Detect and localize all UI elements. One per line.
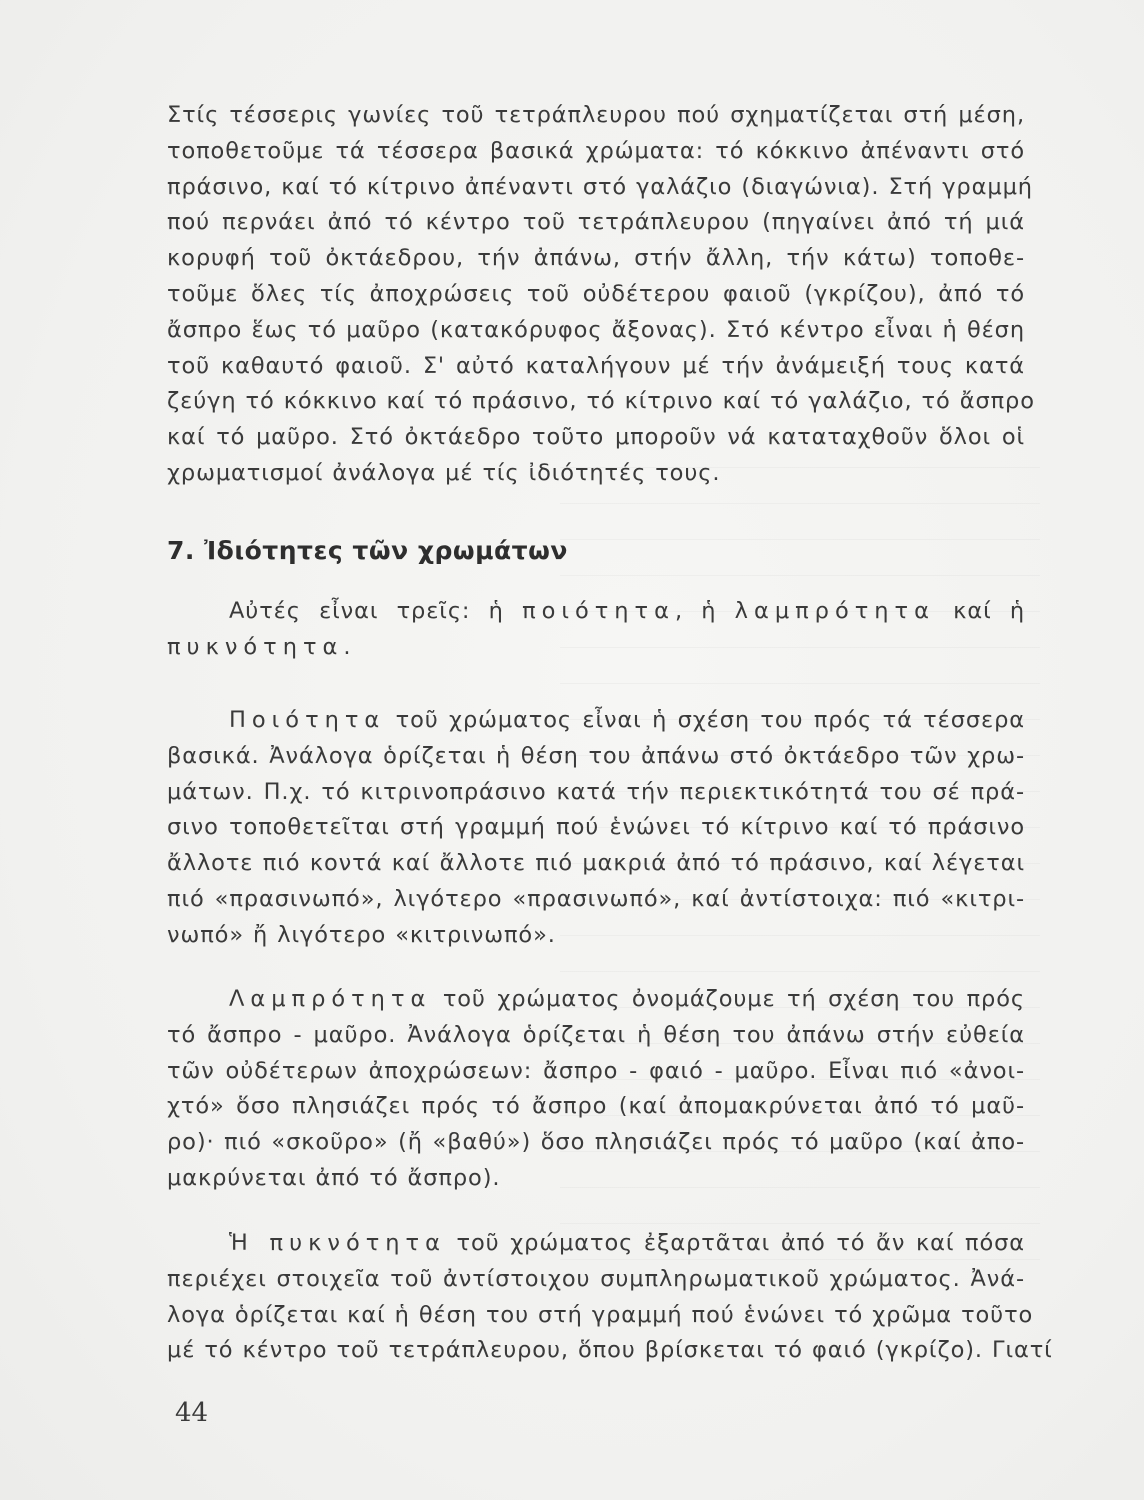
text-line: καί τό μαῦρο. Στό ὀκτάεδρο τοῦτο μποροῦν νά καταταχθοῦν ὅλοι οἱ: [167, 424, 1025, 451]
text-fragment: Αὐτές εἶναι τρεῖς: ἡ: [229, 598, 523, 624]
paragraph-density: [167, 1226, 1053, 1369]
text-line: περιέχει στοιχεῖα τοῦ ἀντίστοιχου συμπληρωματικοῦ χρώματος. Ἀνά-: [167, 1265, 1025, 1292]
text-line: πιό «πρασινωπό», λιγότερο «πρασινωπό», καί ἀντίστοιχα: πιό «κιτρι-: [167, 885, 1025, 912]
text-line: νωπό» ἤ λιγότερο «κιτρινωπό».: [167, 921, 556, 948]
text-line: [167, 703, 1025, 739]
text-fragment: .: [343, 633, 352, 660]
text-line: ἄσπρο ἕως τό μαῦρο (κατακόρυφος ἄξονας). Στό κέντρο εἶναι ἡ θέση: [167, 316, 1025, 343]
paragraph-brightness: [167, 982, 1025, 1197]
text-fragment: τοῦ χρώματος ἐξαρτᾶται ἀπό τό ἄν καί πόσα: [445, 1230, 1025, 1256]
text-line: τῶν οὐδέτερων ἀποχρώσεων: ἄσπρο - φαιό - μαῦρο. Εἶναι πιό «ἀνοι-: [167, 1057, 1025, 1084]
term-brightness: λαμπρότητα: [734, 598, 935, 624]
text-fragment: τοῦ χρώματος εἶναι ἡ σχέση του πρός τά τέσσερα: [385, 707, 1025, 733]
text-line: χτό» ὅσο πλησιάζει πρός τό ἄσπρο (καί ἀπομακρύνεται ἀπό τό μαῦ-: [167, 1093, 1025, 1120]
text-line: τοῦ καθαυτό φαιοῦ. Σ' αὐτό καταλήγουν μέ τήν ἀνάμειξή τους κατά: [167, 352, 1025, 379]
text-fragment: τοῦ χρώματος ὀνομάζουμε τή σχέση του πρός: [431, 986, 1025, 1012]
page-number: 44: [175, 1398, 209, 1428]
text-line: βασικά. Ἀνάλογα ὁρίζεται ἡ θέση του ἀπάνω στό ὀκτάεδρο τῶν χρω-: [167, 742, 1025, 769]
text-line: μακρύνεται ἀπό τό ἄσπρο).: [167, 1164, 501, 1191]
text-line: [167, 594, 1025, 630]
section-heading: 7. Ἰδιότητες τῶν χρωμάτων: [167, 536, 568, 565]
term-quality: ποιότητα: [522, 598, 675, 624]
text-line: [167, 1226, 1025, 1262]
text-line: πού περνάει ἀπό τό κέντρο τοῦ τετράπλευρου (πηγαίνει ἀπό τή μιά: [167, 209, 1025, 236]
text-line: ρο)· πιό «σκοῦρο» (ἤ «βαθύ») ὅσο πλησιάζει πρός τό μαῦρο (καί ἀπο-: [167, 1129, 1025, 1156]
text-line: τοποθετοῦμε τά τέσσερα βασικά χρώματα: τό κόκκινο ἀπέναντι στό: [167, 137, 1025, 164]
text-line: λογα ὁρίζεται καί ἡ θέση του στή γραμμή πού ἑνώνει τό χρῶμα τοῦτο: [167, 1301, 1034, 1328]
text-line: μέ τό κέντρο τοῦ τετράπλευρου, ὅπου βρίσκεται τό φαιό (γκρίζο). Γιατί: [167, 1337, 1053, 1364]
paragraph-three-properties: [167, 594, 1025, 666]
text-line: [167, 982, 1025, 1018]
text-line: ζεύγη τό κόκκινο καί τό πράσινο, τό κίτρινο καί τό γαλάζιο, τό ἄσπρο: [167, 388, 1035, 415]
text-line: χρωματισμοί ἀνάλογα μέ τίς ἰδιότητές τους.: [167, 459, 721, 486]
text-fragment: καί ἡ: [934, 598, 1025, 624]
term-density: πυκνότητα: [167, 633, 344, 660]
text-line: [167, 630, 1025, 666]
text-line: πράσινο, καί τό κίτρινο ἀπέναντι στό γαλάζιο (διαγώνια). Στή γραμμή: [167, 173, 1033, 200]
term-brightness-lead: Λαμπρότητα: [229, 986, 432, 1012]
text-fragment: , ἡ: [674, 598, 735, 624]
paragraph-octahedron: [167, 98, 1035, 492]
term-quality-lead: Ποιότητα: [229, 707, 386, 733]
text-line: Στίς τέσσερις γωνίες τοῦ τετράπλευρου πού σχηματίζεται στή μέση,: [167, 102, 1025, 128]
text-line: τό ἄσπρο - μαῦρο. Ἀνάλογα ὁρίζεται ἡ θέση του ἀπάνω στήν εὐθεία: [167, 1021, 1025, 1048]
term-density-lead: Ἡ πυκνότητα: [229, 1230, 446, 1256]
text-line: σινο τοποθετεῖται στή γραμμή πού ἑνώνει τό κίτρινο καί τό πράσινο: [167, 814, 1025, 841]
text-line: τοῦμε ὅλες τίς ἀποχρώσεις τοῦ οὐδέτερου φαιοῦ (γκρίζου), ἀπό τό: [167, 280, 1025, 307]
paragraph-quality: [167, 703, 1025, 954]
text-line: ἄλλοτε πιό κοντά καί ἄλλοτε πιό μακριά ἀπό τό πράσινο, καί λέγεται: [167, 850, 1025, 877]
text-line: κορυφή τοῦ ὀκτάεδρου, τήν ἀπάνω, στήν ἄλλη, τήν κάτω) τοποθε-: [167, 245, 1025, 272]
text-line: μάτων. Π.χ. τό κιτρινοπράσινο κατά τήν περιεκτικότητά του σέ πρά-: [167, 778, 1025, 805]
